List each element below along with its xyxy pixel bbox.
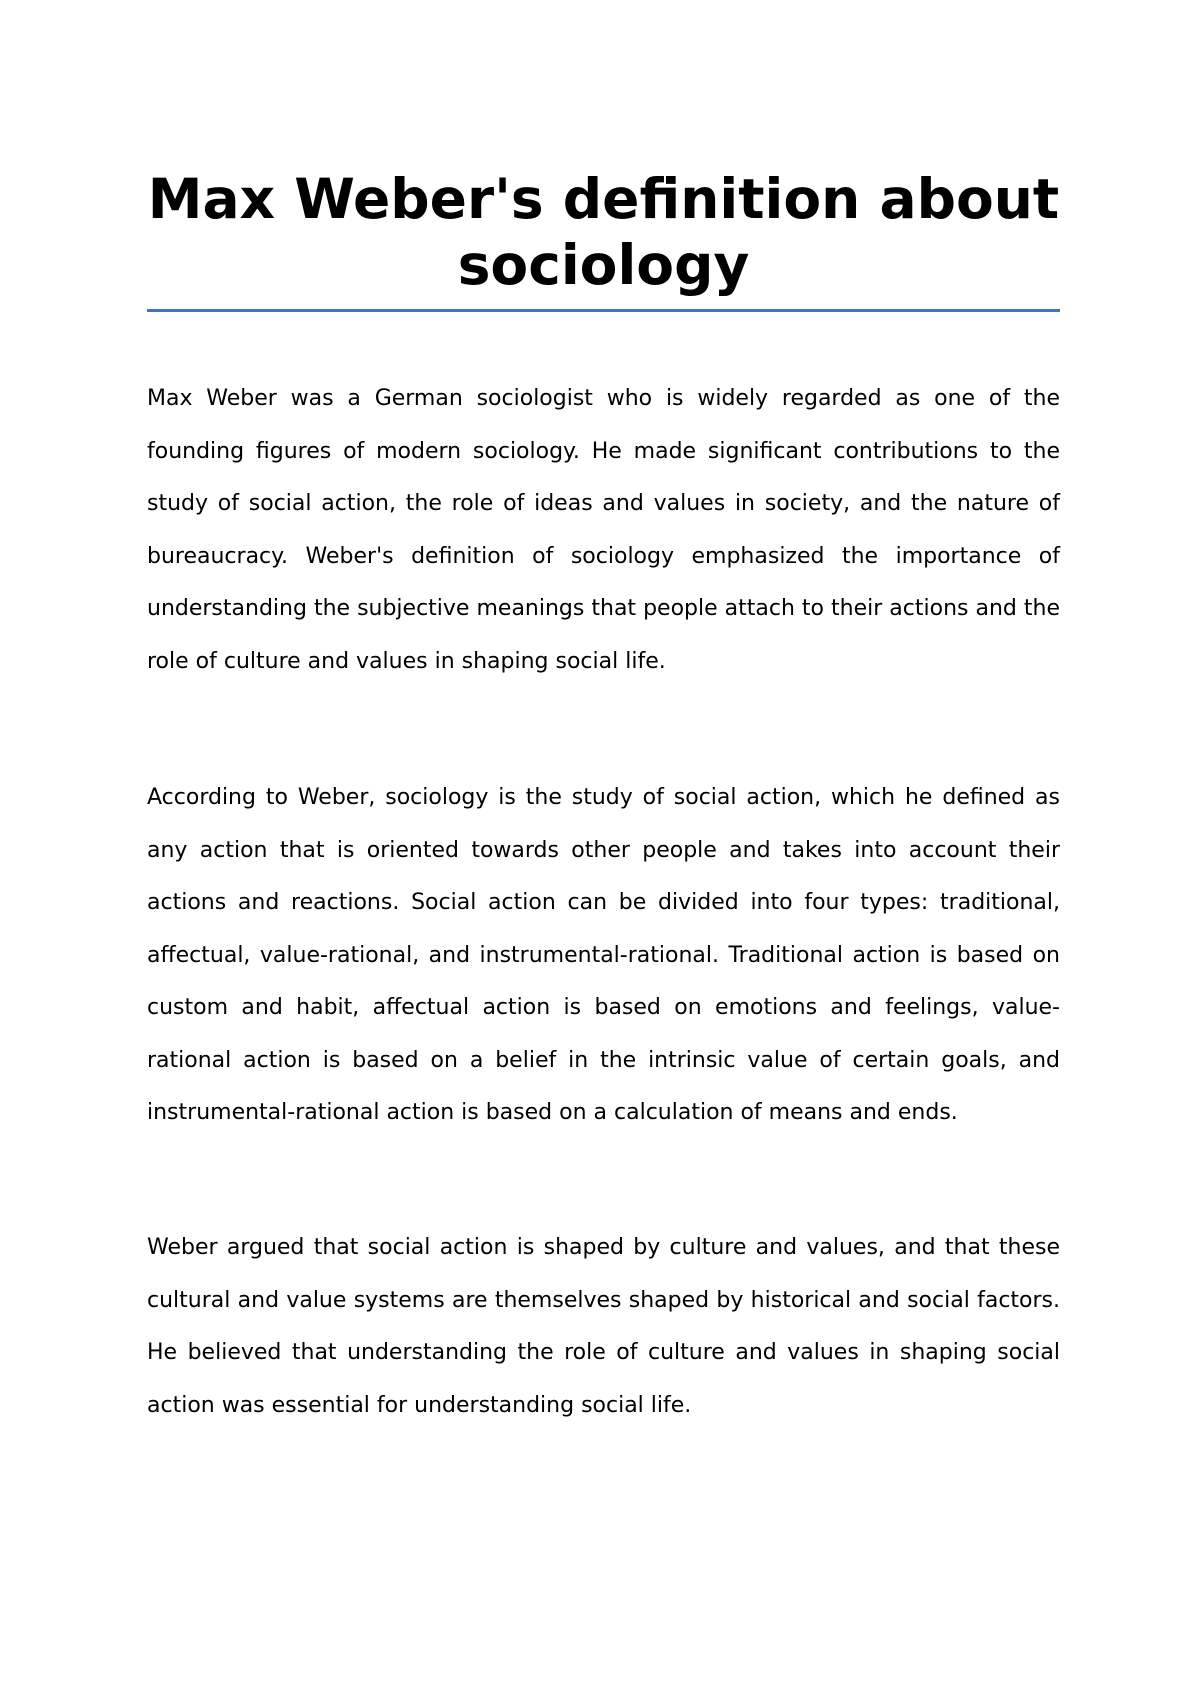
- title-underline-rule: [147, 309, 1060, 312]
- document-title: Max Weber's definition about sociology: [147, 167, 1060, 297]
- paragraph-2: According to Weber, sociology is the study of social action, which he defined as any action that is oriented towards other people and takes into account their actions and reactions. Social action can be divided into four types: traditional, affectual, value-rational, and instrumental-rational. Traditional action is based on custom and habit, affectual action is based on emotions and feelings, value-rational action is based on a belief in the intrinsic value of certain goals, and instrumental-rational action is based on a calculation of means and ends.: [147, 785, 1060, 1125]
- paragraph-1: Max Weber was a German sociologist who is widely regarded as one of the founding figures of modern sociology. He made significant contributions to the study of social action, the role of ideas and values in society, and the nature of bureaucracy. Weber's definition of sociology emphasized the importance of understanding the subjective meanings that people attach to their actions and the role of culture and values in shaping social life.: [147, 386, 1060, 674]
- paragraph-3: Weber argued that social action is shaped by culture and values, and that these cultural and value systems are themselves shaped by historical and social factors. He believed that understanding the role of culture and values in shaping social action was essential for understanding social life.: [147, 1235, 1060, 1418]
